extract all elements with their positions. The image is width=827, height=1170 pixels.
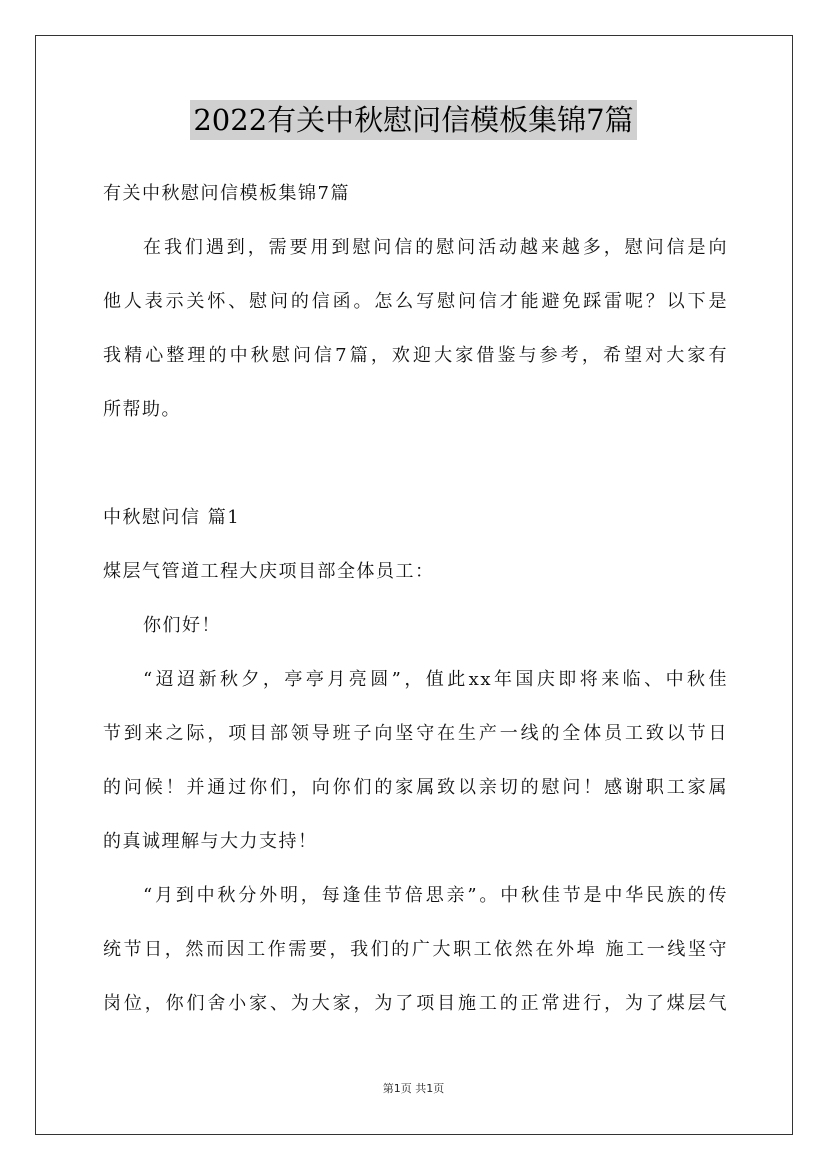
page-footer: 第1页 共1页 [382, 1082, 445, 1095]
paragraph-gap [103, 440, 728, 494]
para1-line-3: 的问候！并通过你们，向你们的家属致以亲切的慰问！感谢职工家属 [103, 777, 728, 798]
para1-line-4: 的真诚理解与大力支持！ [103, 831, 318, 852]
intro-line-3: 我精心整理的中秋慰问信7篇，欢迎大家借鉴与参考，希望对大家有 [103, 345, 728, 366]
para2-line-1: “月到中秋分外明，每逢佳节倍思亲”。中秋佳节是中华民族的传 [143, 885, 728, 906]
para2-line-2: 统节日，然而因工作需要，我们的广大职工依然在外埠 施工一线坚守 [103, 939, 728, 960]
intro-line-4: 所帮助。 [103, 399, 181, 420]
para1-line-1: “迢迢新秋夕，亭亭月亮圆”，值此xx年国庆即将来临、中秋佳 [143, 669, 728, 690]
title-wrap [0, 100, 827, 140]
para2-line-3: 岗位，你们舍小家、为大家，为了项目施工的正常进行，为了煤层气 [103, 993, 728, 1014]
document-title: 2022有关中秋慰问信模板集锦7篇 [190, 100, 636, 140]
section-heading: 中秋慰问信 篇1 [103, 507, 241, 528]
letter-salutation: 煤层气管道工程大庆项目部全体员工： [103, 561, 435, 582]
document-body [103, 170, 728, 1034]
letter-greeting: 你们好！ [143, 615, 221, 636]
document-subtitle: 有关中秋慰问信模板集锦7篇 [103, 183, 350, 204]
intro-line-2: 他人表示关怀、慰问的信函。怎么写慰问信才能避免踩雷呢？以下是 [103, 291, 728, 312]
intro-line-1: 在我们遇到，需要用到慰问信的慰问活动越来越多，慰问信是向 [143, 237, 728, 258]
para1-line-2: 节到来之际，项目部领导班子向坚守在生产一线的全体员工致以节日 [103, 723, 728, 744]
